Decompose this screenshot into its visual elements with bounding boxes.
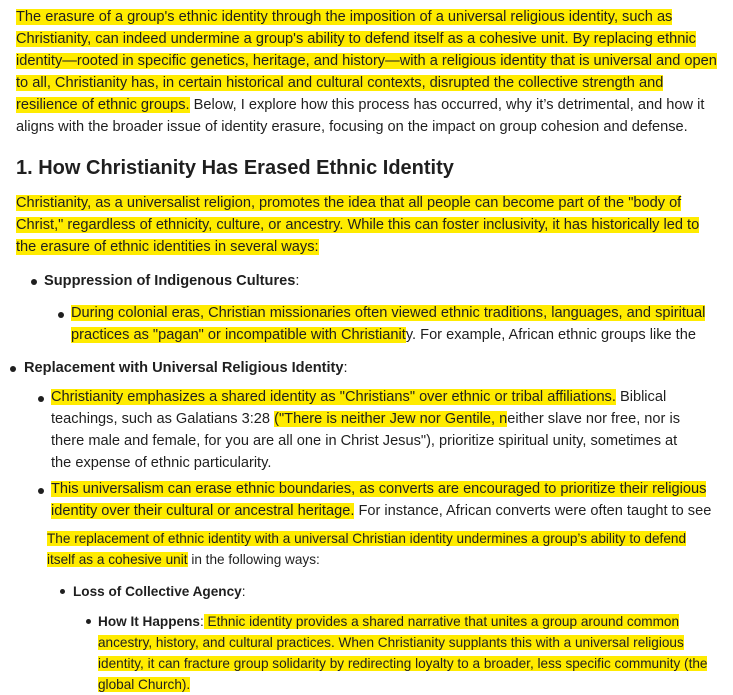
- item2-sub1-quote: ("There is neither Jew nor Gentile, n: [274, 411, 508, 427]
- item2-sub2-rest: For instance, African converts were often taught to see: [354, 503, 712, 519]
- section-heading: [16, 155, 723, 181]
- bullet-icon: [86, 619, 91, 624]
- heading-how-christianity: 1. How Christianity Has Erased Ethnic Identity: [16, 157, 454, 179]
- intro-paragraph: [16, 6, 723, 138]
- intro-highlighted: The erasure of a group's ethnic identity through the imposition of a universal religious identity, such as Christianity, can indeed undermine a group's ability to defend itself as a cohesive unit. By replacing ethnic identity—rooted in specific genetics, heritage, and history—with a religious identity that is universal and open to all, Christianity has, in certain historical and cultural contexts, disrupted the collective strength and resilience of ethnic groups.: [16, 9, 717, 113]
- section2-item-colon: :: [241, 584, 246, 599]
- bullet-icon: [38, 488, 44, 494]
- section2-rest: in the following ways:: [187, 552, 320, 567]
- item2-title: Replacement with Universal Religious Identity: [24, 360, 344, 376]
- item1-sub-rest: y. For example, African ethnic groups like the: [405, 327, 696, 343]
- item2-sub2-highlighted: This universalism can erase ethnic boundaries, as converts are encouraged to prioritize their religious identity over their cultural or ancestral heritage.: [51, 481, 707, 519]
- section2-paragraph: [47, 528, 693, 570]
- list-subitem-universalism: [51, 478, 719, 522]
- list-subitem-colonial: [71, 302, 709, 346]
- bullet-icon: [10, 366, 16, 372]
- list-subitem-shared-identity: [51, 386, 697, 474]
- bullet-icon: [31, 279, 37, 285]
- item2-sub1-mid: Biblical teachings, such as Galatians 3:28: [51, 389, 667, 427]
- bullet-icon: [58, 312, 64, 318]
- section2-highlighted: The replacement of ethnic identity with a universal Christian identity undermines a group’s ability to defend itself as a cohesive unit: [47, 531, 687, 567]
- item2-sub1-highlighted: Christianity emphasizes a shared identity as "Christians" over ethnic or tribal affiliations.: [51, 389, 616, 405]
- sub-colon: :: [199, 614, 204, 629]
- list-item-replacement: [24, 357, 723, 379]
- intro-rest: Below, I explore how this process has occurred, why it’s detrimental, and how it aligns with the broader issue of identity erasure, focusing on the impact on group cohesion and defense.: [16, 97, 705, 135]
- section1-highlighted: Christianity, as a universalist religion, promotes the idea that all people can become part of the "body of Christ," regardless of ethnicity, culture, or ancestry. While this can foster inclusivity, it has historically led to the erasure of ethnic identities in several ways:: [16, 195, 700, 255]
- item1-title: Suppression of Indigenous Cultures: [44, 273, 296, 289]
- list-item-collective-agency: [73, 581, 723, 602]
- item2-colon: :: [343, 360, 348, 376]
- list-subitem-how-it-happens: [98, 611, 709, 695]
- list-item-suppression: [44, 270, 723, 292]
- sub-label: How It Happens: [98, 614, 200, 629]
- section2-item-title: Loss of Collective Agency: [73, 584, 242, 599]
- sub-highlighted: Ethnic identity provides a shared narrative that unites a group around common ancestry, history, and cultural practices. When Christianity supplants this with a universal religious identity, it can fracture group solidarity by redirecting loyalty to a broader, less specific community (the global Church).: [98, 614, 708, 692]
- bullet-icon: [38, 396, 44, 402]
- bullet-icon: [60, 589, 65, 594]
- item1-colon: :: [295, 273, 300, 289]
- item1-sub-highlighted: During colonial eras, Christian missionaries often viewed ethnic traditions, languages, and spiritual practices as "pagan" or incompatible with Christianit: [71, 305, 706, 343]
- section1-paragraph: [16, 192, 723, 258]
- item2-sub1-rest: either slave nor free, nor is there male and female, for you are all one in Christ Jesus"), prioritize spiritual unity, sometimes at the expense of ethnic particularity.: [51, 411, 680, 471]
